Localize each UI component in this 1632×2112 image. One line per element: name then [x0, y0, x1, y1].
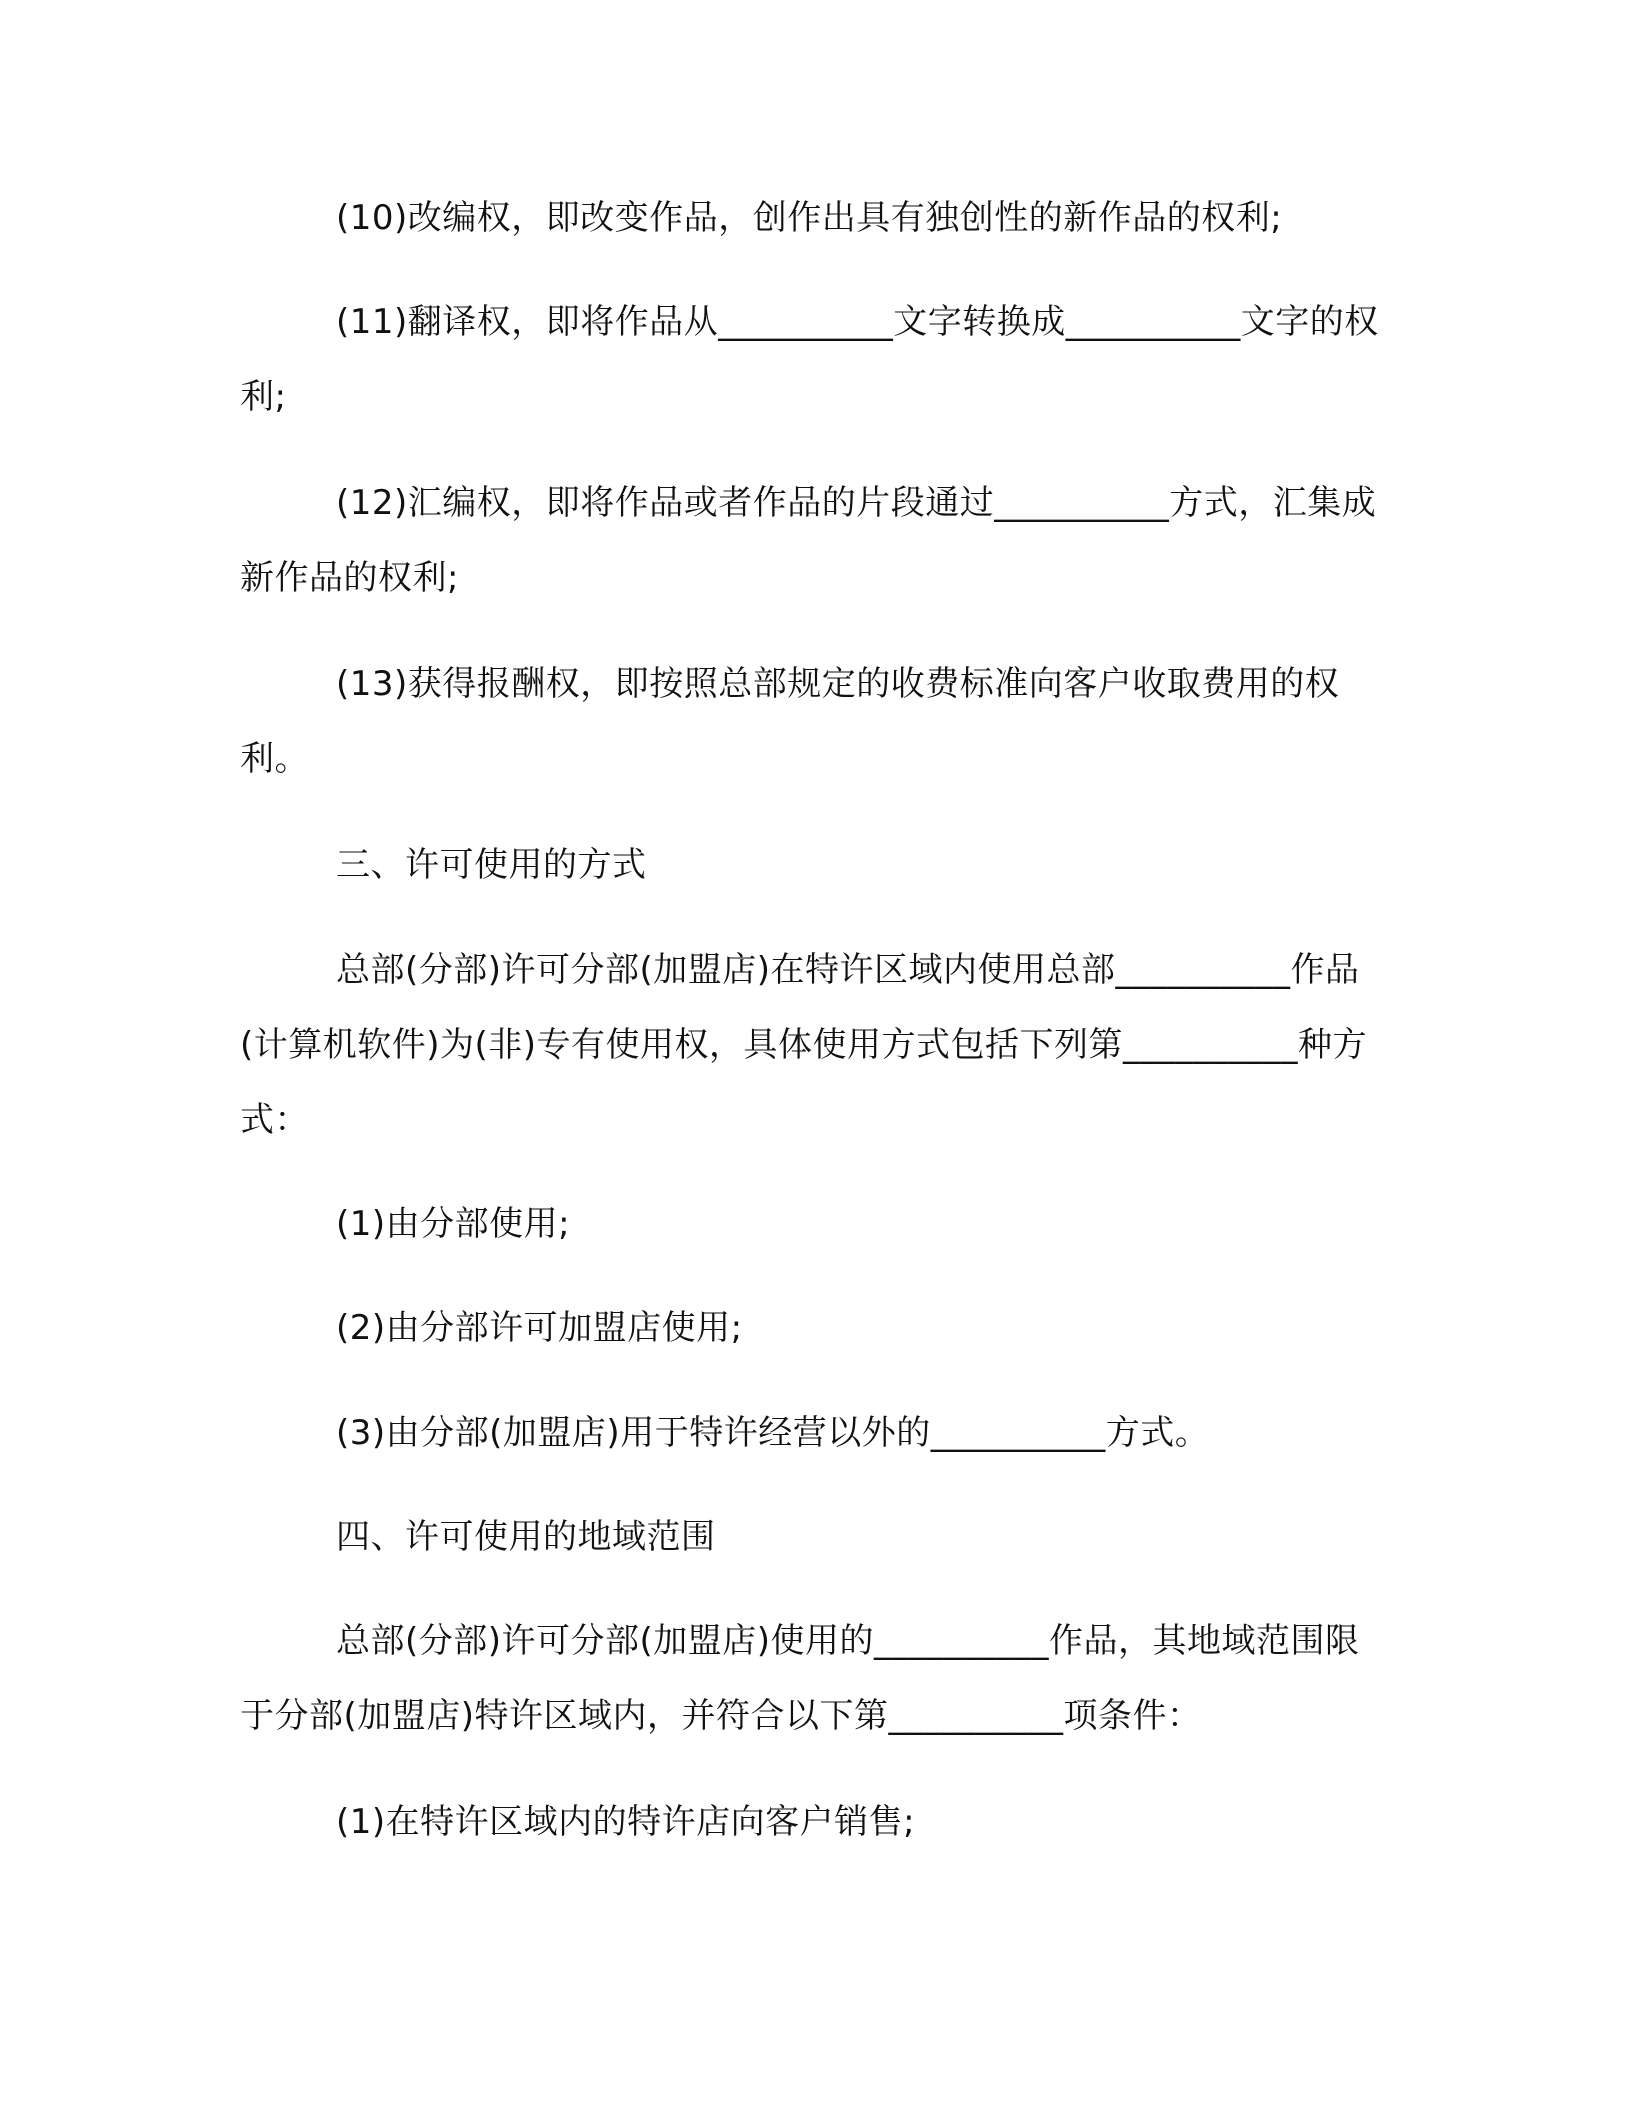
list-item-usage-2: (2)由分部许可加盟店使用; [336, 1308, 743, 1348]
paragraph-territory: 总部(分部)许可分部(加盟店)使用的__________作品，其地域范围限于分部(加盟店)特许区域内，并符合以下第__________项条件： [240, 1621, 1360, 1736]
list-item-territory-1: (1)在特许区域内的特许店向客户销售; [336, 1802, 916, 1842]
paragraph-usage-method: 总部(分部)许可分部(加盟店)在特许区域内使用总部__________作品(计算机软件)为(非)专有使用权，具体使用方式包括下列第__________种方式： [240, 950, 1368, 1140]
list-item-usage-1: (1)由分部使用; [336, 1204, 571, 1244]
paragraph-translation-right: (11)翻译权，即将作品从__________文字转换成__________文字的权利; [240, 302, 1379, 417]
paragraph-remuneration-right: (13)获得报酬权，即按照总部规定的收费标准向客户收取费用的权利。 [240, 664, 1340, 779]
paragraph-compilation-right: (12)汇编权，即将作品或者作品的片段通过__________方式，汇集成新作品的权利; [240, 483, 1377, 598]
section-heading-territory: 四、许可使用的地域范围 [336, 1517, 716, 1557]
list-item-usage-3: (3)由分部(加盟店)用于特许经营以外的__________方式。 [336, 1413, 1210, 1453]
section-heading-usage-method: 三、许可使用的方式 [336, 845, 647, 885]
paragraph-adaptation-right: (10)改编权，即改变作品，创作出具有独创性的新作品的权利; [336, 198, 1283, 238]
